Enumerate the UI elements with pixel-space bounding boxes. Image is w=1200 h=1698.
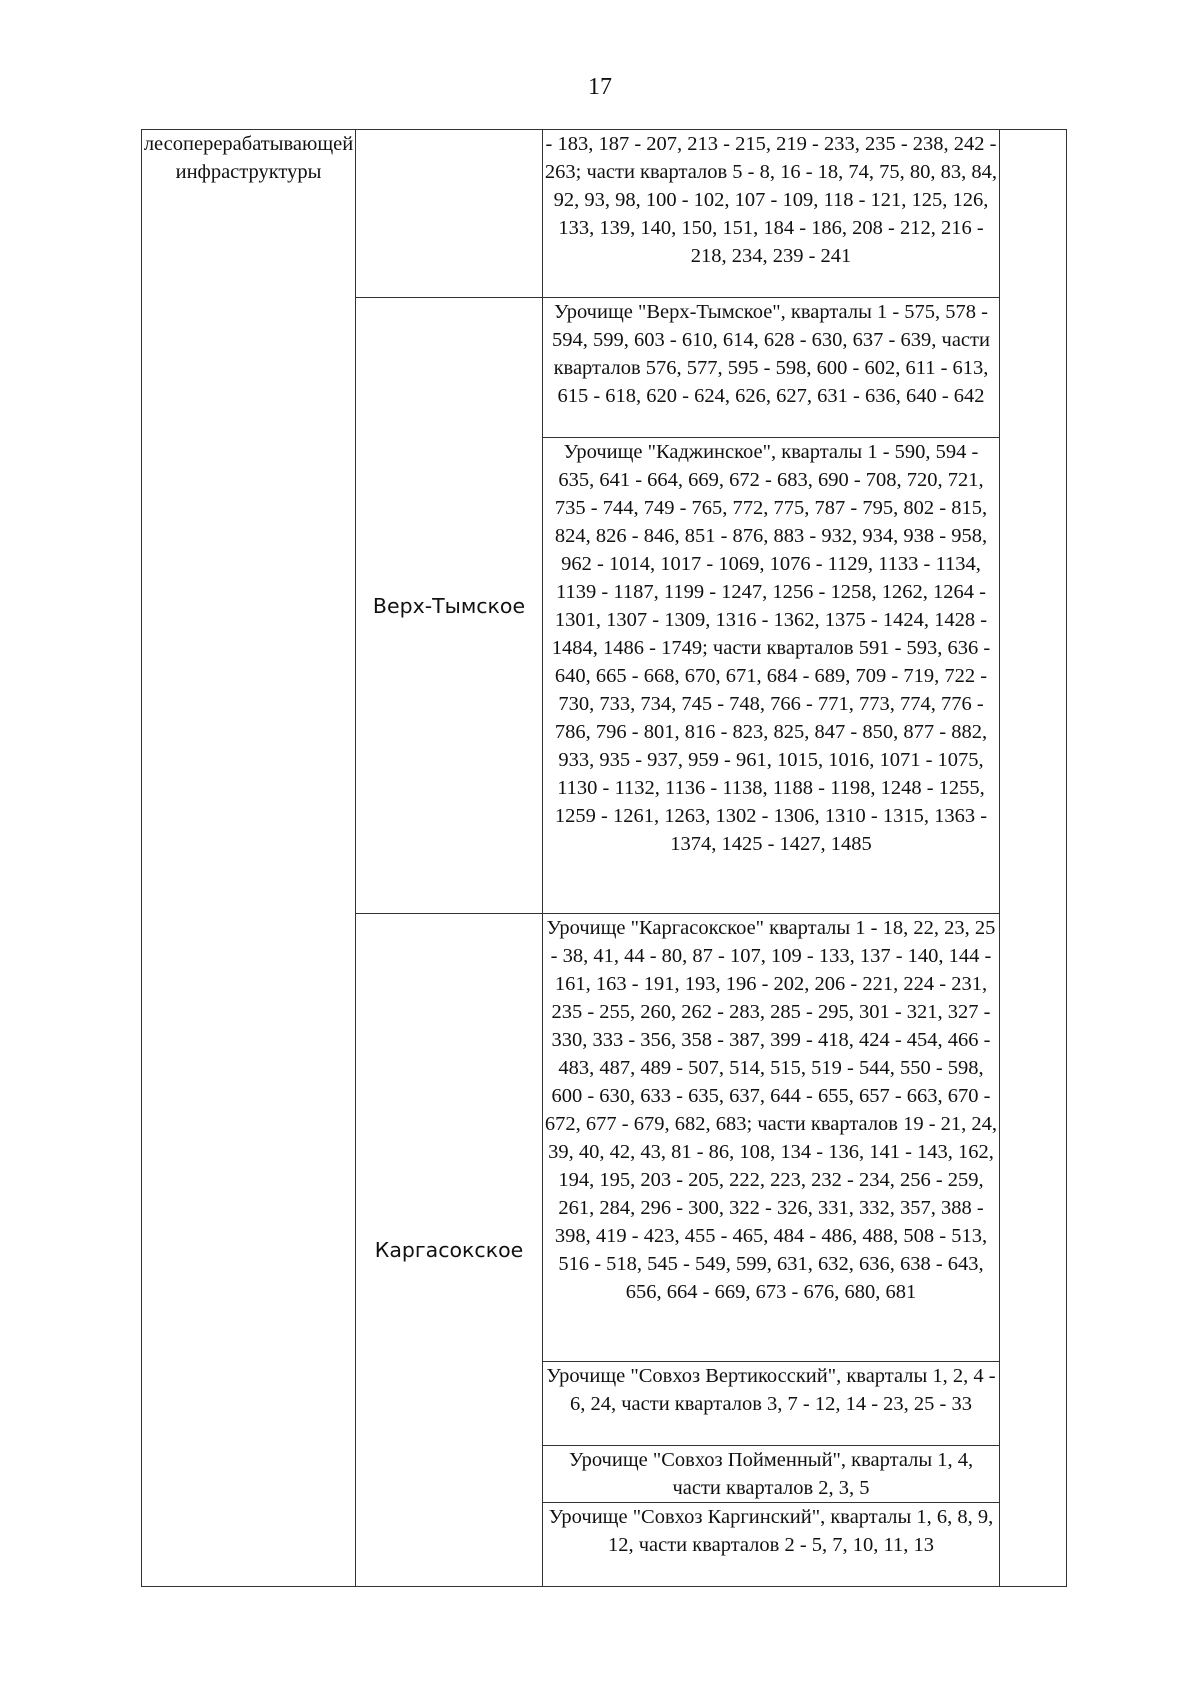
forestry-cell-blank — [356, 130, 543, 298]
parcels-cell: Урочище "Совхоз Каргинский", кварталы 1, 6, 8, 9, 12, части кварталов 2 - 5, 7, 10, 11, 13 — [543, 1503, 1000, 1587]
forestry-cell-kargasokskoe: Каргасокское — [356, 914, 543, 1587]
forestry-cell-verkh-tymskoe: Верх-Тымское — [356, 298, 543, 914]
table-row — [142, 130, 1067, 298]
parcels-cell: Урочище "Совхоз Вертикосский", кварталы 1, 2, 4 - 6, 24, части кварталов 3, 7 - 12, 14 - 23, 25 - 33 — [543, 1362, 1000, 1446]
page-number: 17 — [588, 74, 612, 100]
parcels-cell: Урочище "Каджинское", кварталы 1 - 590, 594 - 635, 641 - 664, 669, 672 - 683, 690 - 708, 720, 721, 735 - 744, 749 - 765, 772, 775, 787 - 795, 802 - 815, 824, 826 - 846, 851 - 876, 883 - 932, 934, 938 - 958, 962 - 1014, 1017 - 1069, 1076 - 1129, 1133 - 1134, 1139 - 1187, 1199 - 1247, 1256 - 1258, 1262, 1264 - 1301, 1307 - 1309, 1316 - 1362, 1375 - 1424, 1428 - 1484, 1486 - 1749; части кварталов 591 - 593, 636 - 640, 665 - 668, 670, 671, 684 - 689, 709 - 719, 722 - 730, 733, 734, 745 - 748, 766 - 771, 773, 774, 776 - 786, 796 - 801, 816 - 823, 825, 847 - 850, 877 - 882, 933, 935 - 937, 959 - 961, 1015, 1016, 1071 - 1075, 1130 - 1132, 1136 - 1138, 1188 - 1198, 1248 - 1255, 1259 - 1261, 1263, 1302 - 1306, 1310 - 1315, 1363 - 1374, 1425 - 1427, 1485 — [543, 438, 1000, 914]
parcels-cell: Урочище "Совхоз Пойменный", кварталы 1, 4, части кварталов 2, 3, 5 — [543, 1446, 1000, 1503]
forest-parcels-table — [141, 129, 1067, 1587]
parcels-cell: - 183, 187 - 207, 213 - 215, 219 - 233, 235 - 238, 242 - 263; части кварталов 5 - 8, 16 - 18, 74, 75, 80, 83, 84, 92, 93, 98, 100 - 102, 107 - 109, 118 - 121, 125, 126, 133, 139, 140, 150, 151, 184 - 186, 208 - 212, 216 - 218, 234, 239 - 241 — [543, 130, 1000, 298]
parcels-cell: Урочище "Верх-Тымское", кварталы 1 - 575, 578 - 594, 599, 603 - 610, 614, 628 - 630, 637 - 639, части кварталов 576, 577, 595 - 598, 600 - 602, 611 - 613, 615 - 618, 620 - 624, 626, 627, 631 - 636, 640 - 642 — [543, 298, 1000, 438]
purpose-cell: лесоперерабатывающей инфраструктуры — [142, 130, 356, 1587]
empty-cell — [1000, 130, 1067, 1587]
parcels-cell: Урочище "Каргасокское" кварталы 1 - 18, 22, 23, 25 - 38, 41, 44 - 80, 87 - 107, 109 - 133, 137 - 140, 144 - 161, 163 - 191, 193, 196 - 202, 206 - 221, 224 - 231, 235 - 255, 260, 262 - 283, 285 - 295, 301 - 321, 327 - 330, 333 - 356, 358 - 387, 399 - 418, 424 - 454, 466 - 483, 487, 489 - 507, 514, 515, 519 - 544, 550 - 598, 600 - 630, 633 - 635, 637, 644 - 655, 657 - 663, 670 - 672, 677 - 679, 682, 683; части кварталов 19 - 21, 24, 39, 40, 42, 43, 81 - 86, 108, 134 - 136, 141 - 143, 162, 194, 195, 203 - 205, 222, 223, 232 - 234, 256 - 259, 261, 284, 296 - 300, 322 - 326, 331, 332, 357, 388 - 398, 419 - 423, 455 - 465, 484 - 486, 488, 508 - 513, 516 - 518, 545 - 549, 599, 631, 632, 636, 638 - 643, 656, 664 - 669, 673 - 676, 680, 681 — [543, 914, 1000, 1362]
